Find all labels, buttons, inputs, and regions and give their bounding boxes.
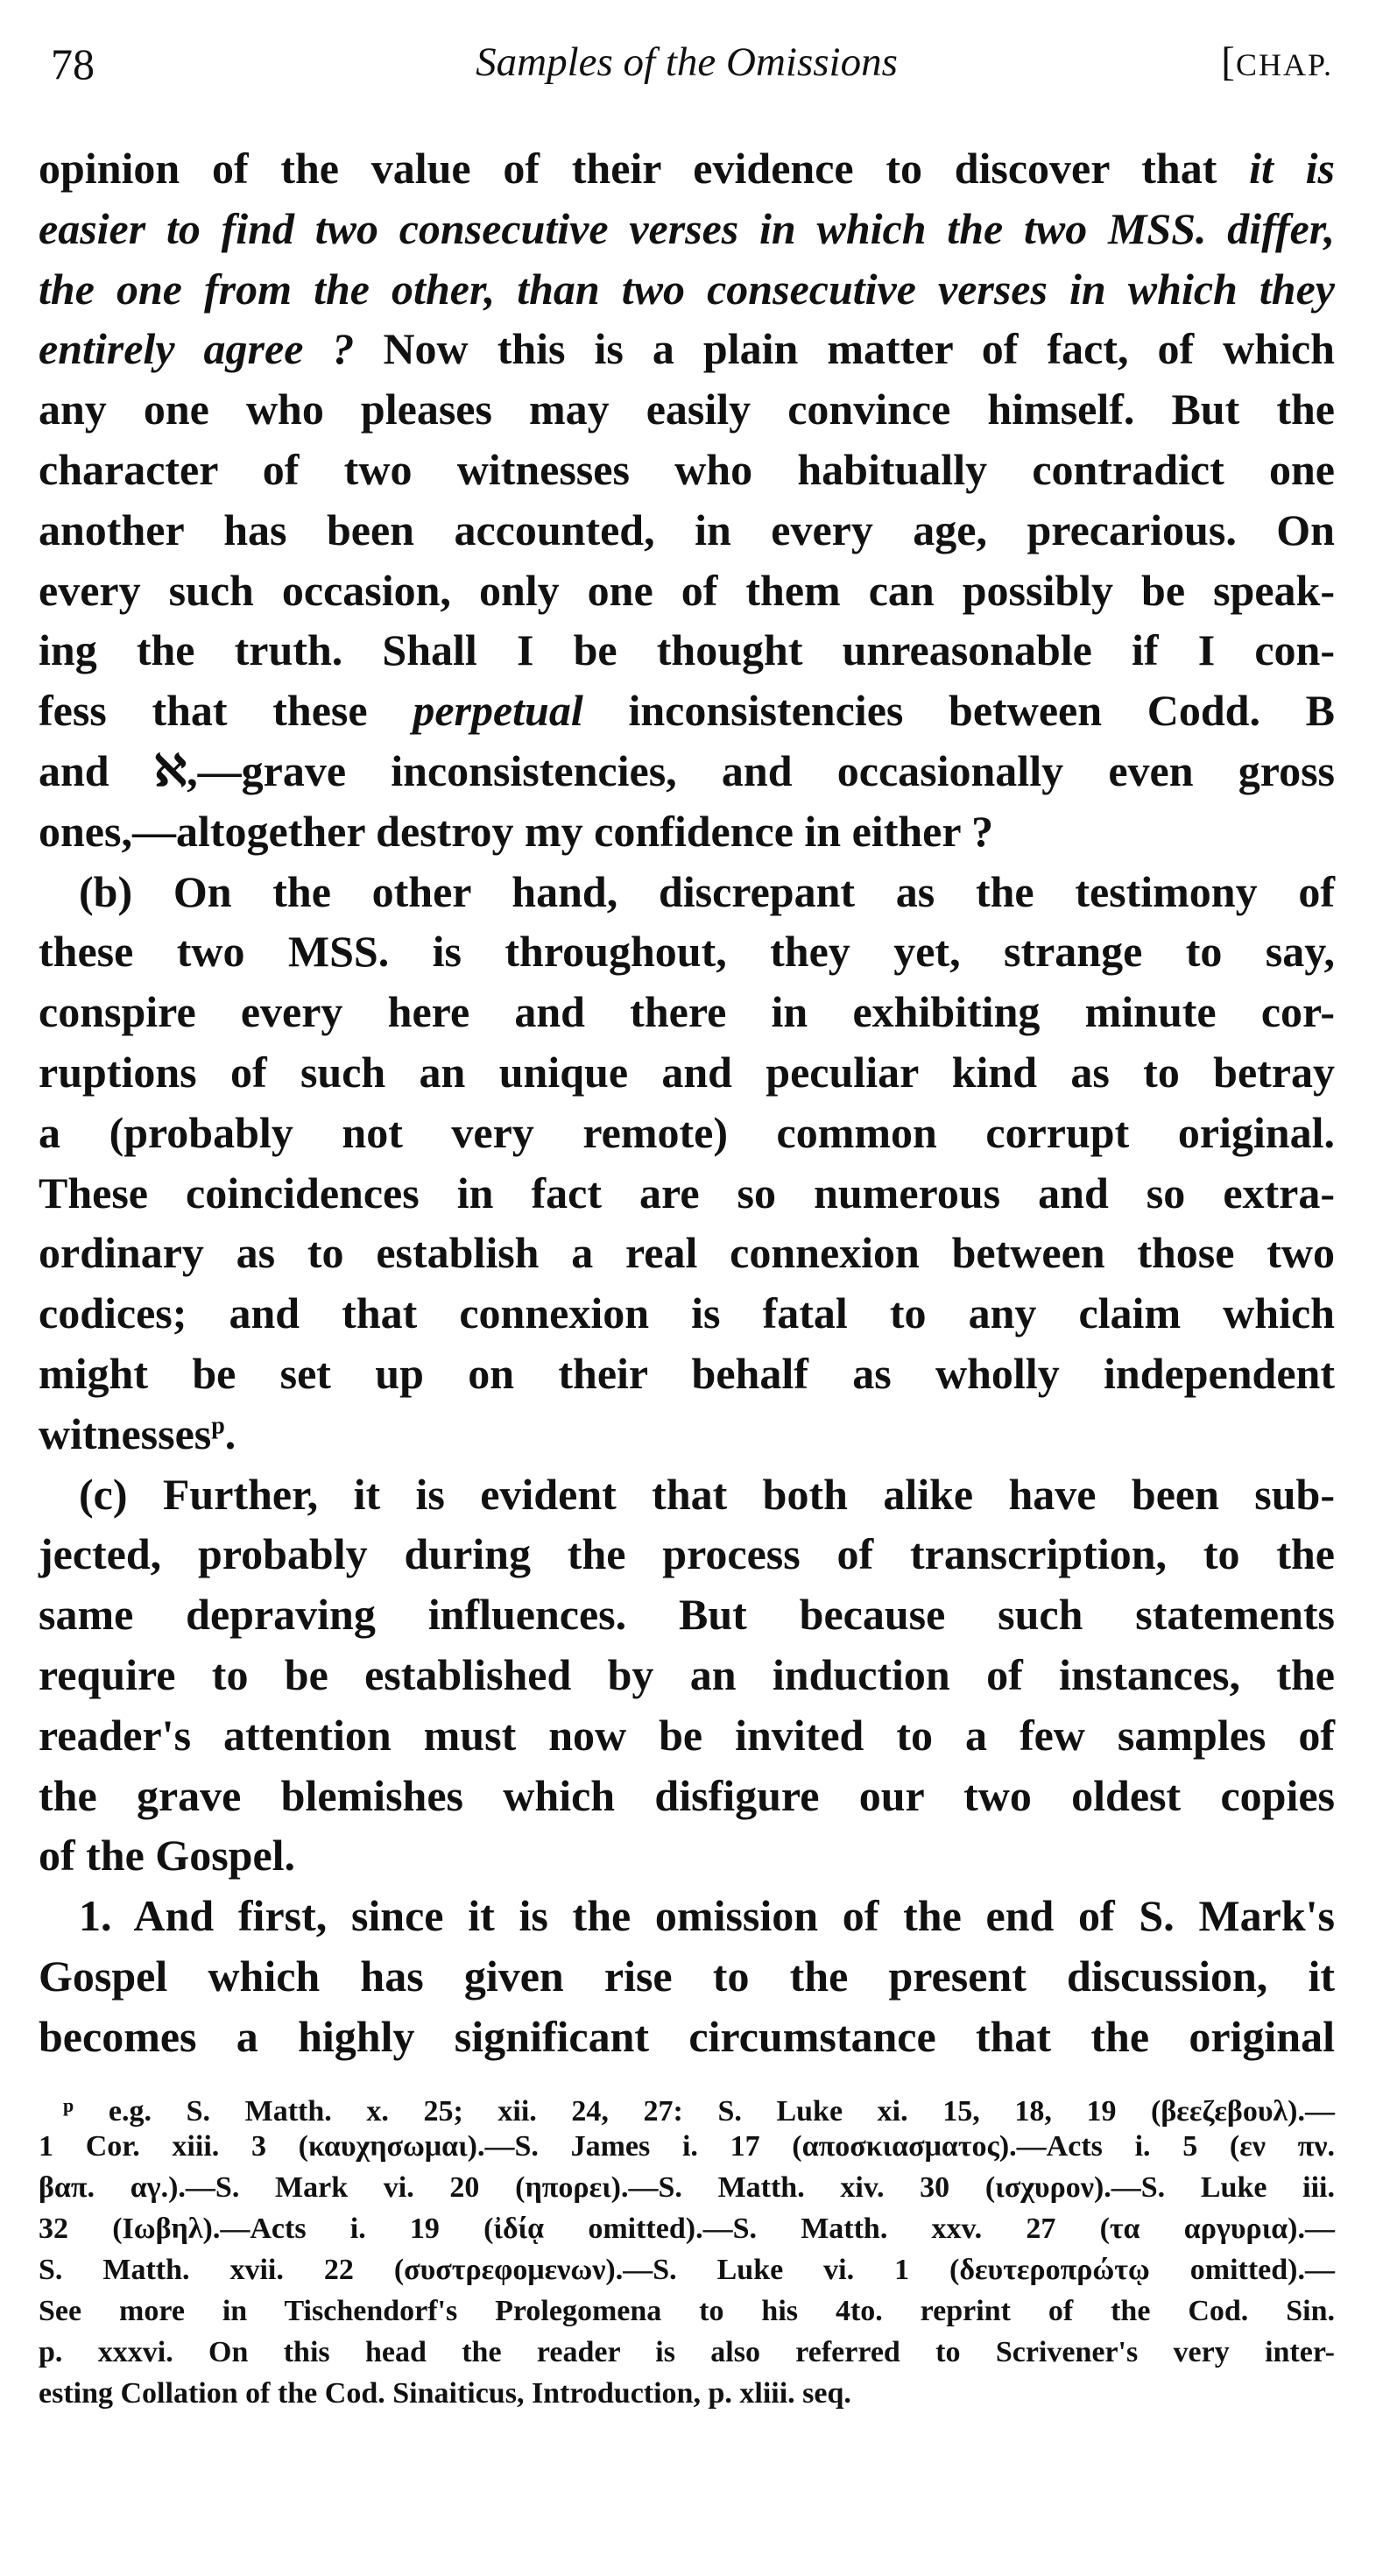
running-title: Samples of the Omissions [476, 39, 898, 85]
text-line: entirely agree ? Now this is a plain matter of fact, of which [39, 324, 1335, 374]
book-page [39, 0, 1335, 2576]
text-line: jected, probably during the process of transcription, to the [39, 1529, 1335, 1579]
text-line: a (probably not very remote) common corrupt original. [39, 1107, 1335, 1157]
text-line: witnesses$^p$. [39, 1408, 236, 1458]
page-number: 78 [51, 39, 95, 88]
footnote-line: 32 (Ιωβηλ).—Acts i. 19 (ἰδίᾳ omitted).—S. Matth. xxv. 27 (τα αργυρια).— [39, 2213, 1335, 2245]
footnote-line: βαπ. αγ.).—S. Mark vi. 20 (ηπορει).—S. Matth. xiv. 30 (ισχυρον).—S. Luke iii. [39, 2171, 1335, 2204]
footnote-line: p. xxxvi. On this head the reader is also referred to Scrivener's very inter- [39, 2336, 1335, 2368]
text-line: ing the truth. Shall I be thought unreasonable if I con- [39, 625, 1335, 675]
main-text [39, 138, 1335, 2067]
text-line: (b) On the other hand, discrepant as the testimony of [79, 866, 1335, 916]
text-line: the grave blemishes which disfigure our two oldest copies [39, 1770, 1335, 1820]
text-line: conspire every here and there in exhibiting minute cor- [39, 987, 1335, 1037]
footnote [39, 2085, 1335, 2414]
text-line: might be set up on their behalf as wholly independent [39, 1348, 1335, 1398]
text-line: ones,—altogether destroy my confidence in either ? [39, 806, 994, 856]
text-line: the one from the other, than two consecutive verses in which they [39, 264, 1335, 314]
footnote-line: esting Collation of the Cod. Sinaiticus, Introduction, p. xliii. seq. [39, 2377, 851, 2410]
text-line: opinion of the value of their evidence to discover that it is [39, 144, 1335, 193]
page-header [39, 39, 1335, 100]
footnote-line: $^p$ e.g. S. Matth. x. 25; xii. 24, 27: S. Luke xi. 15, 18, 19 (βεεζεβουλ).— [63, 2094, 1336, 2128]
text-line: Gospel which has given rise to the present discussion, it [39, 1951, 1335, 2001]
footnote-line: 1 Cor. xiii. 3 (καυχησωμαι).—S. James i. 17 (αποσκιασματος).—Acts i. 5 (εν πν. [39, 2130, 1335, 2163]
text-line: and ℵ,—grave inconsistencies, and occasionally even gross [39, 745, 1335, 795]
footnote-marker: p [63, 2094, 74, 2116]
text-line: of the Gospel. [39, 1831, 296, 1881]
footnote-line: See more in Tischendorf's Prolegomena to his 4to. reprint of the Cod. Sin. [39, 2295, 1335, 2327]
text-line: (c) Further, it is evident that both alike have been sub- [79, 1469, 1335, 1519]
text-line: same depraving influences. But because such statements [39, 1590, 1335, 1640]
chapter-label: [CHAP. [1221, 39, 1333, 85]
text-line: another has been accounted, in every age, precarious. On [39, 505, 1335, 554]
footnote-line: S. Matth. xvii. 22 (συστρεφομενων).—S. Luke vi. 1 (δευτεροπρώτῳ omitted).— [39, 2254, 1335, 2286]
text-line: these two MSS. is throughout, they yet, strange to say, [39, 927, 1335, 977]
text-line: require to be established by an induction of instances, the [39, 1649, 1335, 1699]
text-line: codices; and that connexion is fatal to any claim which [39, 1288, 1335, 1338]
text-line: ruptions of such an unique and peculiar kind as to betray [39, 1047, 1335, 1097]
text-line: character of two witnesses who habitually contradict one [39, 444, 1335, 494]
text-line: These coincidences in fact are so numerous and so extra- [39, 1168, 1335, 1217]
text-line: 1. And first, since it is the omission of the end of S. Mark's [79, 1891, 1335, 1941]
text-line: any one who pleases may easily convince himself. But the [39, 385, 1335, 434]
text-line: becomes a highly significant circumstance that the original [39, 2011, 1335, 2061]
text-line: fess that these perpetual inconsistencies between Codd. B [39, 686, 1336, 736]
footnote-reference: p [211, 1412, 225, 1440]
text-line: easier to find two consecutive verses in which the two MSS. differ, [39, 203, 1335, 253]
text-line: ordinary as to establish a real connexion between those two [39, 1228, 1335, 1278]
text-line: every such occasion, only one of them can possibly be speak- [39, 565, 1335, 615]
text-line: reader's attention must now be invited to a few samples of [39, 1710, 1335, 1760]
